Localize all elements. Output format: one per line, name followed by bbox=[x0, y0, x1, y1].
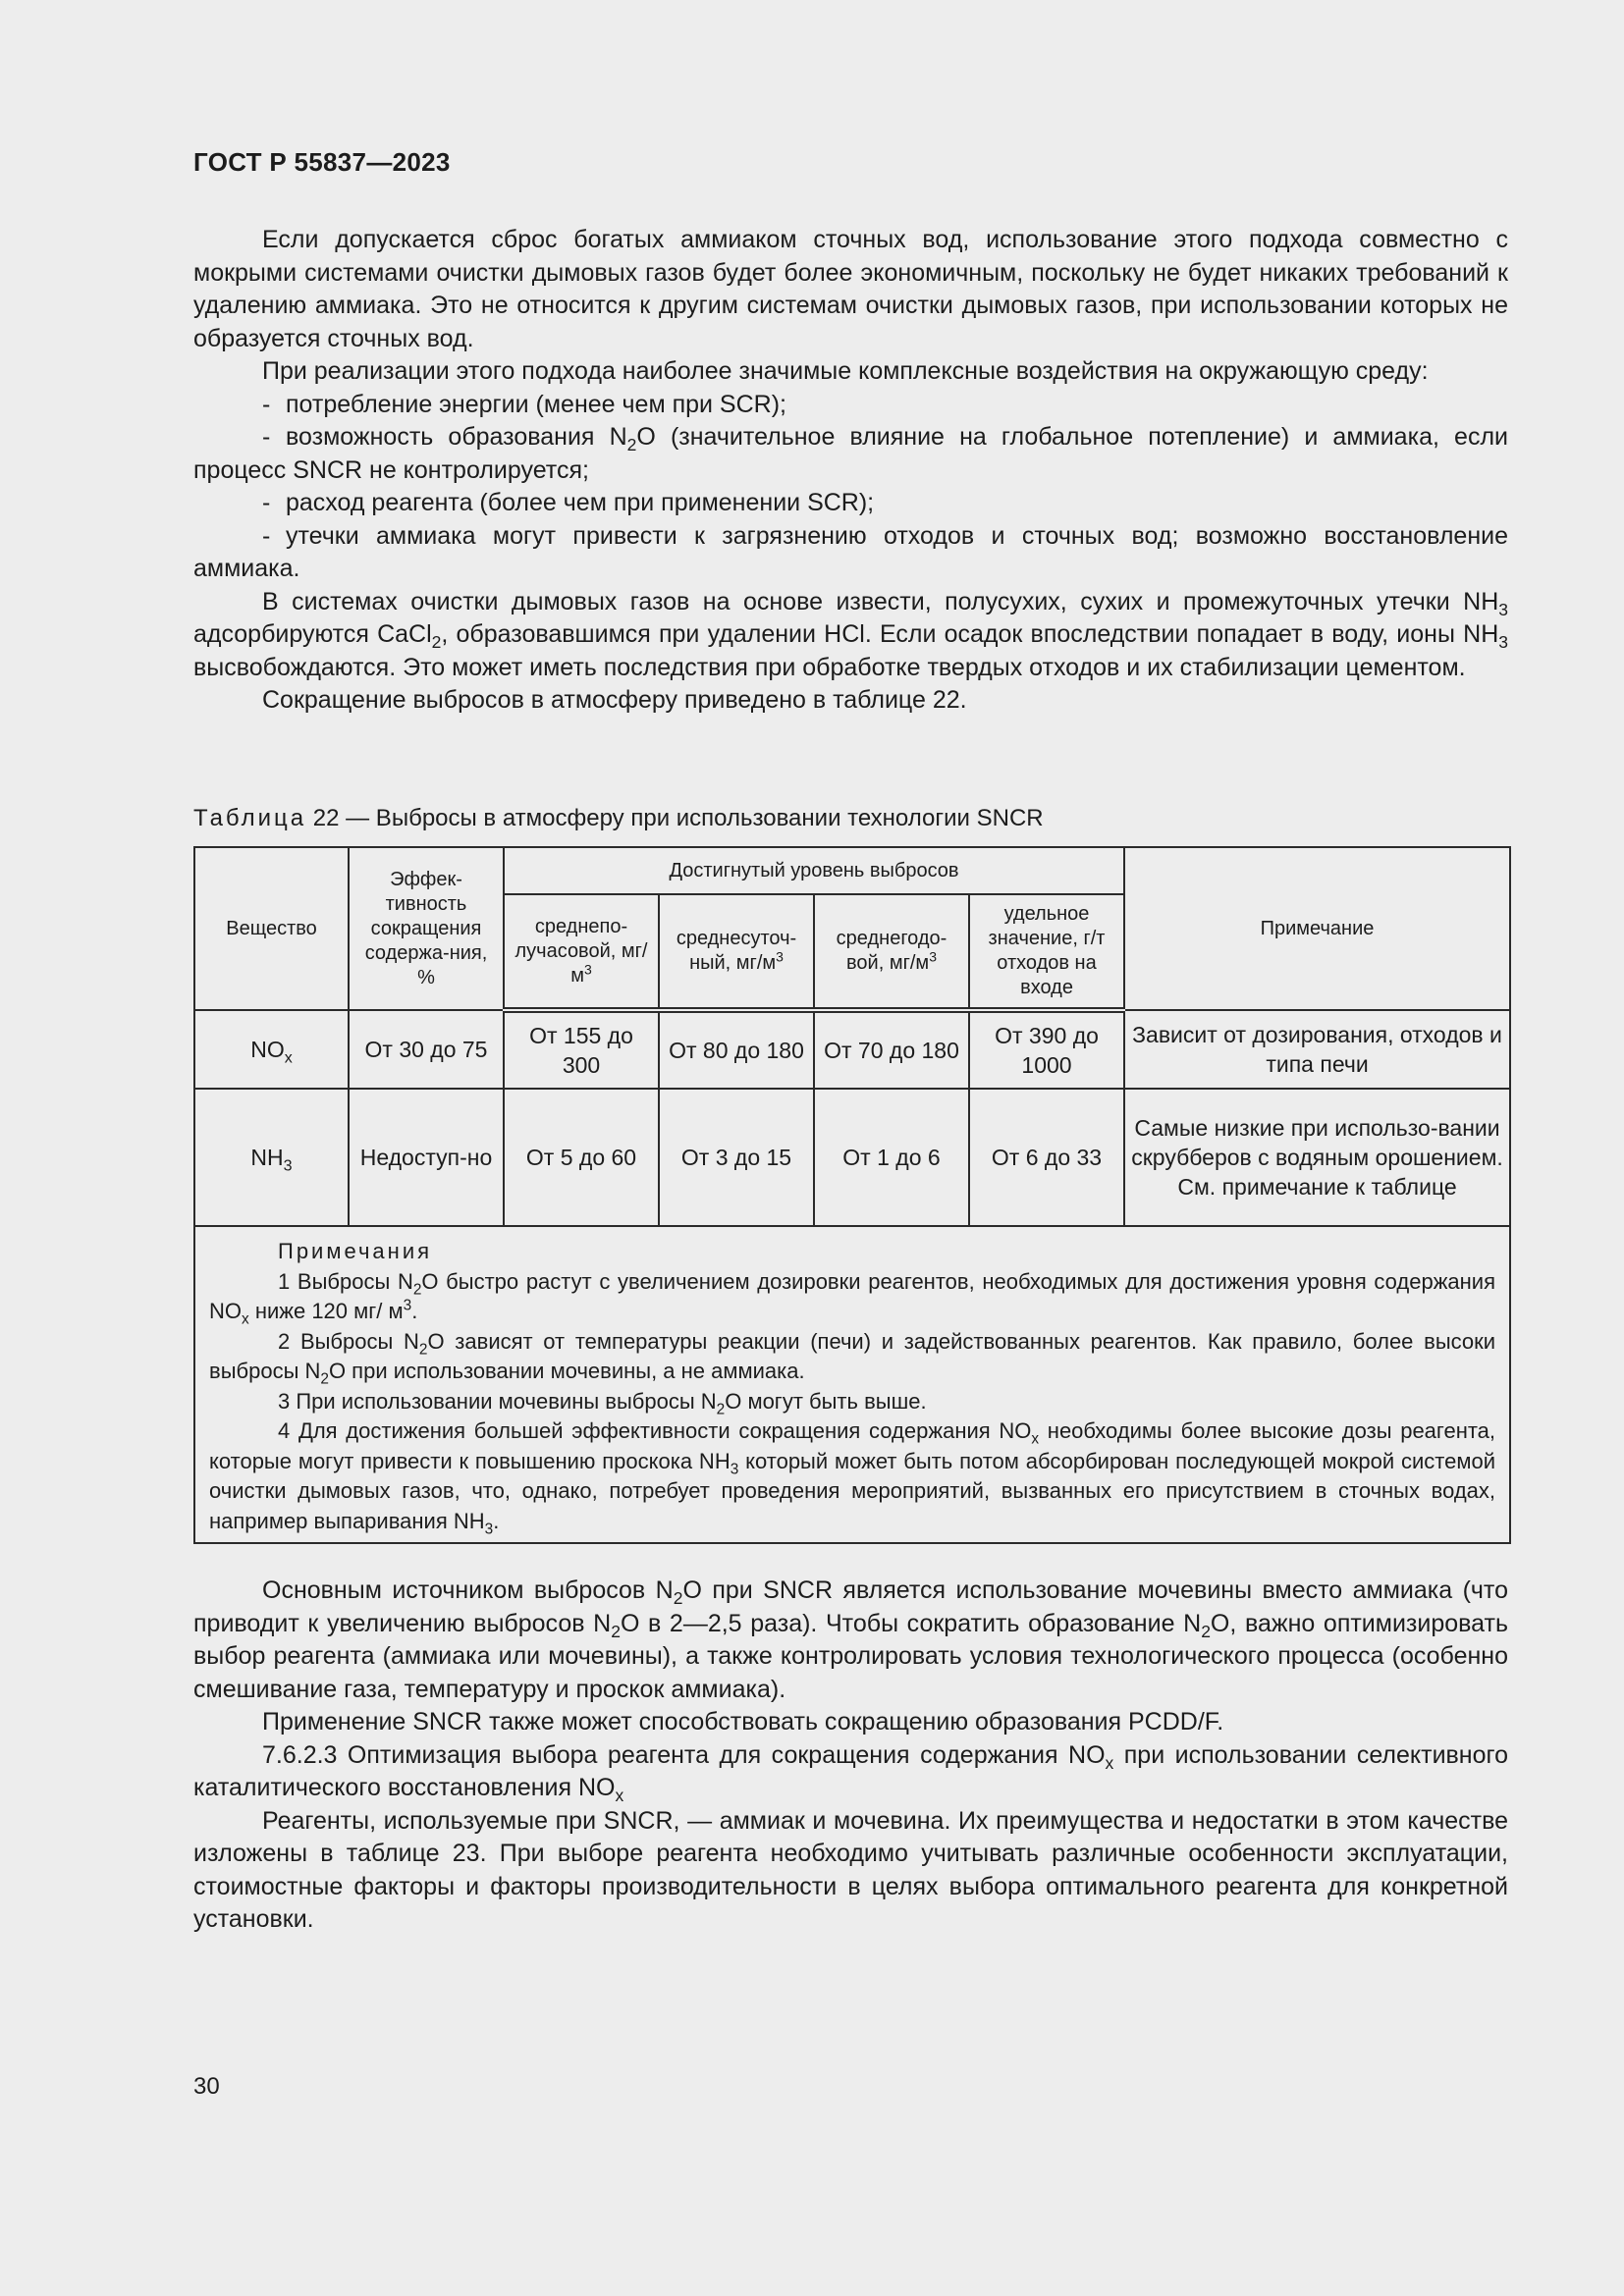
header-text: среднепо-лучасовой, мг/м bbox=[514, 915, 648, 987]
cell-specific: От 6 до 33 bbox=[969, 1089, 1124, 1226]
table-row bbox=[194, 1089, 1510, 1226]
text-run: высвобождаются. Это может иметь последствия при обработке твердых отходов и их стабилизации цементом. bbox=[193, 653, 1466, 681]
superscript: 3 bbox=[776, 948, 784, 965]
cell-note: Самые низкие при использо-вании скрубберов с водяным орошением. См. примечание к таблице bbox=[1124, 1089, 1510, 1226]
text-run: адсорбируются CaCl bbox=[193, 620, 432, 648]
subscript: 3 bbox=[1498, 599, 1508, 619]
text-run: необходимы более высокие дозы реагента, которые могут привести к повышению проскока NH bbox=[209, 1418, 1496, 1473]
bullet-text: расход реагента (более чем при применении SCR); bbox=[286, 489, 875, 516]
section-heading-7-6-2-3 bbox=[193, 1739, 1508, 1805]
cell-half-hour: От 5 до 60 bbox=[504, 1089, 659, 1226]
cell-text: NO bbox=[250, 1037, 285, 1062]
bullet-item-3 bbox=[193, 487, 1508, 520]
body-paragraph-3: Реагенты, используемые при SNCR, — аммиак и мочевина. Их преимущества и недостатки в этом качестве изложены в таблице 23. При выборе реагента необходимо учитывать различные особенности эксплуатации, стоимостные факторы и факторы производительности в целях выбора оптимального реагента для конкретной установки. bbox=[193, 1806, 1508, 1933]
text-run: 2 Выбросы N bbox=[278, 1328, 419, 1354]
text-run: Основным источником выбросов N bbox=[262, 1576, 674, 1604]
bullet-dash: - bbox=[262, 423, 271, 451]
text-run: O могут быть выше. bbox=[725, 1388, 927, 1414]
cell-text: NH bbox=[250, 1145, 284, 1170]
cell-efficiency: Недоступ-но bbox=[349, 1089, 504, 1226]
table-notes bbox=[194, 1226, 1510, 1543]
bullet-item-4 bbox=[193, 520, 1508, 586]
text-run: В системах очистки дымовых газов на основе извести, полусухих, сухих и промежуточных утечки NH bbox=[262, 587, 1499, 615]
text-run: O зависят от температуры реакции (печи) и задействованных реагентов. Как правило, более высоки выбросы N bbox=[209, 1328, 1496, 1383]
note-item-4 bbox=[209, 1416, 1495, 1536]
header-specific: удельное значение, г/т отходов на входе bbox=[969, 894, 1124, 1010]
note-item-1 bbox=[209, 1267, 1495, 1327]
cell-specific: От 390 до 1000 bbox=[969, 1010, 1124, 1089]
note-item-2 bbox=[209, 1327, 1495, 1387]
bullet-dash: - bbox=[262, 489, 271, 516]
subscript: 3 bbox=[730, 1460, 739, 1477]
bullet-text: возможность образования N bbox=[286, 423, 627, 451]
bullet-text: потребление энергии (менее чем при SCR); bbox=[286, 390, 786, 418]
subscript: x bbox=[1031, 1430, 1040, 1448]
subscript: 3 bbox=[484, 1520, 494, 1537]
notes-title: Примечания bbox=[278, 1239, 433, 1263]
subscript: 2 bbox=[412, 1280, 422, 1298]
cell-substance bbox=[194, 1010, 349, 1089]
header-half-hour bbox=[504, 894, 659, 1010]
text-run: 7.6.2.3 Оптимизация выбора реагента для сокращения содержания NO bbox=[262, 1740, 1106, 1769]
table-caption-title: 22 — Выбросы в атмосферу при использовании технологии SNCR bbox=[306, 805, 1044, 831]
text-run: 1 Выбросы N bbox=[278, 1268, 413, 1294]
subscript: x bbox=[284, 1048, 293, 1067]
header-efficiency: Эффек-тивность сокращения содержа-ния, % bbox=[349, 847, 504, 1010]
body-paragraph-2: Применение SNCR также может способствовать сокращению образования PCDD/F. bbox=[262, 1708, 1224, 1735]
text-run: при использовании селективного каталитического восстановления NO bbox=[193, 1740, 1508, 1801]
intro-paragraph-3 bbox=[193, 586, 1508, 685]
intro-paragraph-1: Если допускается сброс богатых аммиаком сточных вод, использование этого подхода совместно с мокрыми системами очистки дымовых газов будет более экономичным, поскольку не будет никаких требований к удалению аммиака. Это не относится к другим системам очистки дымовых газов, при использовании которых не образуется сточных вод. bbox=[193, 226, 1508, 352]
intro-paragraph-2: При реализации этого подхода наиболее значимые комплексные воздействия на окружающую среду: bbox=[262, 357, 1429, 385]
cell-daily: От 3 до 15 bbox=[659, 1089, 814, 1226]
text-run: 4 Для достижения большей эффективности сокращения содержания NO bbox=[278, 1418, 1032, 1443]
subscript: x bbox=[1105, 1752, 1114, 1773]
cell-daily: От 80 до 180 bbox=[659, 1010, 814, 1089]
table-caption bbox=[193, 805, 1044, 832]
header-text: среднесуточ-ный, мг/м bbox=[676, 928, 797, 974]
subscript: 2 bbox=[418, 1340, 428, 1358]
text-run: . bbox=[411, 1299, 418, 1323]
bullet-text: утечки аммиака могут привести к загрязнению отходов и сточных вод; возможно восстановление аммиака. bbox=[193, 521, 1508, 582]
cell-annual: От 70 до 180 bbox=[814, 1010, 969, 1089]
subscript: 2 bbox=[431, 632, 442, 652]
emissions-table bbox=[193, 846, 1511, 1544]
header-annual bbox=[814, 894, 969, 1010]
subscript: 3 bbox=[283, 1156, 293, 1175]
cell-note: Зависит от дозирования, отходов и типа печи bbox=[1124, 1010, 1510, 1089]
after-table-section bbox=[193, 1575, 1508, 1937]
text-run: который может быть потом абсорбирован последующей мокрой системой очистки дымовых газов, что, однако, потребует проведения мероприятий, вызванных его присутствием в сточных водах, например выпаривания NH bbox=[209, 1448, 1496, 1533]
cell-annual: От 1 до 6 bbox=[814, 1089, 969, 1226]
page-number: 30 bbox=[193, 2073, 220, 2100]
subscript: 3 bbox=[1498, 632, 1508, 652]
text-run: O быстро растут с увеличением дозировки реагентов, необходимых для достижения уровня содержания NO bbox=[209, 1268, 1496, 1323]
text-run: . bbox=[493, 1508, 500, 1533]
table-caption-label: Таблица bbox=[193, 805, 307, 831]
header-text: среднегодо-вой, мг/м bbox=[836, 928, 947, 974]
subscript: 2 bbox=[626, 435, 637, 454]
table-row bbox=[194, 1010, 1510, 1089]
text-run: O при использовании мочевины, а не аммиака. bbox=[328, 1359, 805, 1383]
document-header: ГОСТ Р 55837—2023 bbox=[193, 147, 451, 177]
header-substance: Вещество bbox=[194, 847, 349, 1010]
cell-half-hour: От 155 до 300 bbox=[504, 1010, 659, 1089]
superscript: 3 bbox=[583, 960, 592, 977]
note-item-3 bbox=[209, 1387, 1495, 1417]
subscript: 2 bbox=[611, 1621, 621, 1641]
text-run: 3 При использовании мочевины выбросы N bbox=[278, 1388, 717, 1414]
header-achieved-level: Достигнутый уровень выбросов bbox=[504, 847, 1124, 894]
subscript: x bbox=[615, 1786, 624, 1805]
subscript: 2 bbox=[673, 1588, 683, 1608]
cell-efficiency: От 30 до 75 bbox=[349, 1010, 504, 1089]
cell-substance bbox=[194, 1089, 349, 1226]
bullet-text: O (значительное влияние на глобальное потепление) и аммиака, если процесс SNCR не контролируется; bbox=[193, 423, 1508, 484]
intro-section bbox=[193, 224, 1508, 718]
subscript: 2 bbox=[716, 1400, 726, 1417]
header-note: Примечание bbox=[1124, 847, 1510, 1010]
bullet-dash: - bbox=[262, 521, 271, 550]
notes-row bbox=[194, 1226, 1510, 1543]
bullet-item-2 bbox=[193, 421, 1508, 487]
header-daily bbox=[659, 894, 814, 1010]
body-paragraph-1 bbox=[193, 1575, 1508, 1706]
bullet-dash: - bbox=[262, 390, 271, 418]
intro-paragraph-4: Сокращение выбросов в атмосферу приведено в таблице 22. bbox=[262, 686, 967, 714]
superscript: 3 bbox=[929, 948, 937, 965]
subscript: 2 bbox=[320, 1370, 329, 1388]
text-run: ниже 120 мг/ м bbox=[248, 1299, 404, 1323]
subscript: 2 bbox=[1201, 1621, 1211, 1641]
text-run: O в 2—2,5 раза). Чтобы сократить образование N bbox=[620, 1609, 1202, 1637]
text-run: O при SNCR является использование мочевины вместо аммиака (что приводит к увеличению выбросов N bbox=[193, 1576, 1508, 1637]
text-run: , образовавшимся при удалении HCl. Если осадок впоследствии попадает в воду, ионы NH bbox=[441, 620, 1499, 648]
bullet-item-1 bbox=[193, 389, 1508, 422]
text-run: O, важно оптимизировать выбор реагента (аммиака или мочевины), а также контролировать условия технологического процесса (особенно смешивание газа, температуру и проскок аммиака). bbox=[193, 1609, 1508, 1703]
superscript: 3 bbox=[403, 1297, 412, 1314]
subscript: x bbox=[242, 1310, 249, 1328]
